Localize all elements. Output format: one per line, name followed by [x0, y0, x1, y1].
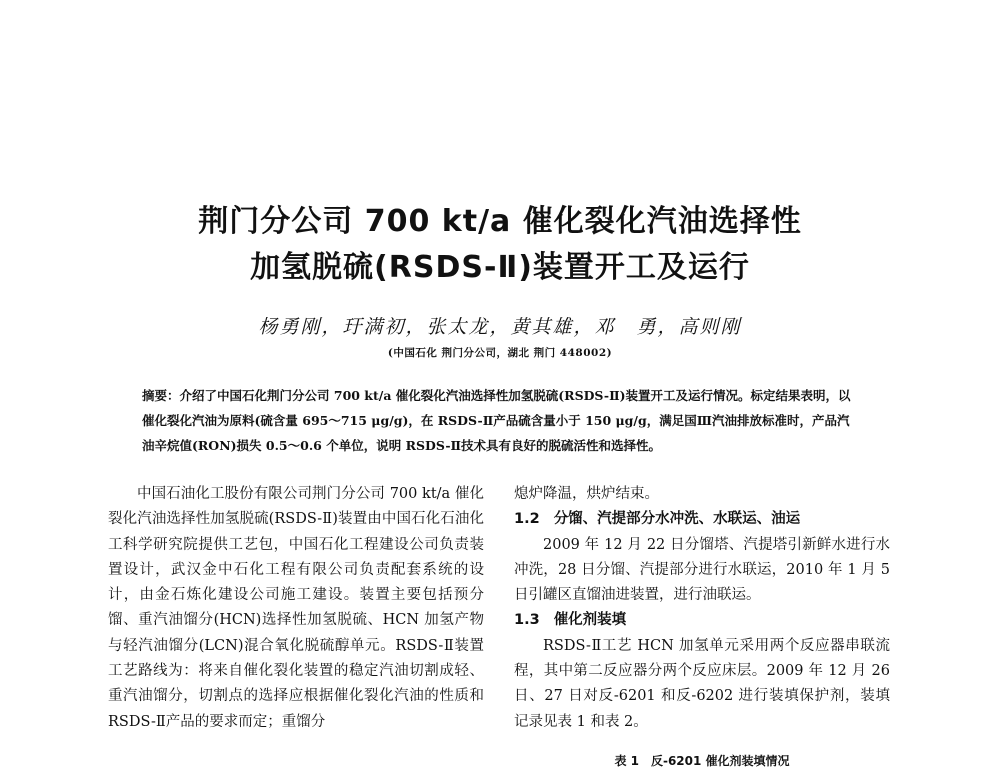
abstract-text: 介绍了中国石化荆门分公司 700 kt/a 催化裂化汽油选择性加氢脱硫(RSDS-Ⅱ)装置开工及运行情况。标定结果表明，以催化裂化汽油为原料(硫含量 695～715 μg/g)，在 RSDS-Ⅱ产品硫含量小于 150 μg/g，满足国Ⅲ汽油排放标准时，产品汽油辛烷值(RON)损失 0.5～0.6 个单位，说明 RSDS-Ⅱ技术具有良好的脱硫活性和选择性。	[142, 388, 851, 453]
right-column	[514, 482, 890, 735]
author-list: 杨勇刚，玗满初，张太龙，黄其雄，邓 勇，高则刚	[258, 316, 742, 338]
section-heading-1-2	[514, 507, 890, 532]
section-number: 1.3	[514, 612, 540, 629]
body-paragraph: 2009 年 12 月 22 日分馏塔、汽提塔引新鲜水进行水冲洗，28 日分馏、汽提部分进行水联运，2010 年 1 月 5 日引罐区直馏油进装置，进行油联运。	[514, 536, 890, 604]
paper-title-line-2: 加氢脱硫(RSDS-Ⅱ)装置开工及运行	[250, 250, 750, 285]
body-paragraph: RSDS-Ⅱ工艺 HCN 加氢单元采用两个反应器串联流程，其中第二反应器分两个反应床层。2009 年 12 月 26 日、27 日对反-6201 和反-6202 进行装填保护剂，装填记录见表 1 和表 2。	[514, 637, 890, 730]
abstract	[142, 383, 860, 458]
body-paragraph: 熄炉降温，烘炉结束。	[514, 486, 659, 502]
abstract-label: 摘要：	[142, 388, 180, 403]
left-column	[108, 482, 484, 735]
section-number: 1.2	[514, 511, 540, 528]
section-title: 催化剂装填	[553, 612, 627, 629]
body-paragraph: 中国石油化工股份有限公司荆门分公司 700 kt/a 催化裂化汽油选择性加氢脱硫(RSDS-Ⅱ)装置由中国石化石油化工科学研究院提供工艺包，中国石化工程建设公司负责装置设计，武汉金中石化工程有限公司负责配套系统的设计，由金石炼化建设公司施工建设。装置主要包括预分馏、重汽油馏分(HCN)选择性加氢脱硫、HCN 加氢产物与轻汽油馏分(LCN)混合氧化脱硫醇单元。RSDS-Ⅱ装置工艺路线为：将来自催化裂化装置的稳定汽油切割成轻、重汽油馏分，切割点的选择应根据催化裂化汽油的性质和 RSDS-Ⅱ产品的要求而定；重馏分	[108, 486, 484, 730]
table-caption: 表 1 反-6201 催化剂装填情况	[614, 754, 790, 768]
section-heading-1-3	[514, 608, 890, 633]
section-title: 分馏、汽提部分水冲洗、水联运、油运	[553, 511, 801, 528]
paper-title-line-1: 荆门分公司 700 kt/a 催化裂化汽油选择性	[198, 204, 802, 239]
affiliation: (中国石化 荆门分公司，湖北 荆门 448002)	[387, 347, 613, 359]
